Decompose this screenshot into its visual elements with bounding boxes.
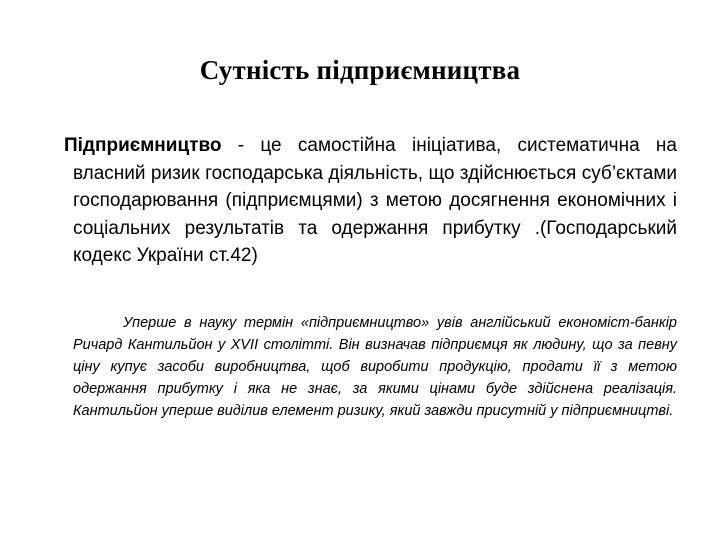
definition-term: Підприємництво	[64, 135, 222, 156]
slide-title: Сутність підприємництва	[199, 55, 521, 85]
definition-text: - це самостійна ініціатива, систематична на власний ризик господарська діяльність, що здійснюється суб’єктами господарювання (підприємцями) з метою досягнення економічних і соціальних результатів та одержання прибутку .(Господарський кодекс України ст.42)	[73, 135, 677, 267]
definition-paragraph	[64, 132, 677, 270]
history-paragraph: Уперше в науку термін «підприємництво» увів англійський економіст-банкір Ричард Кантильйон у XVII столітті. Він визначав підприємця як людину, що за певну ціну купує засоби виробництва, щоб виробити продукцію, продати її з метою одержання прибутку і яка не знає, за якими цінами буде здійснена реалізація. Кантильйон уперше виділив елемент ризику, який завжди присутній у підприємництві.	[73, 315, 677, 419]
